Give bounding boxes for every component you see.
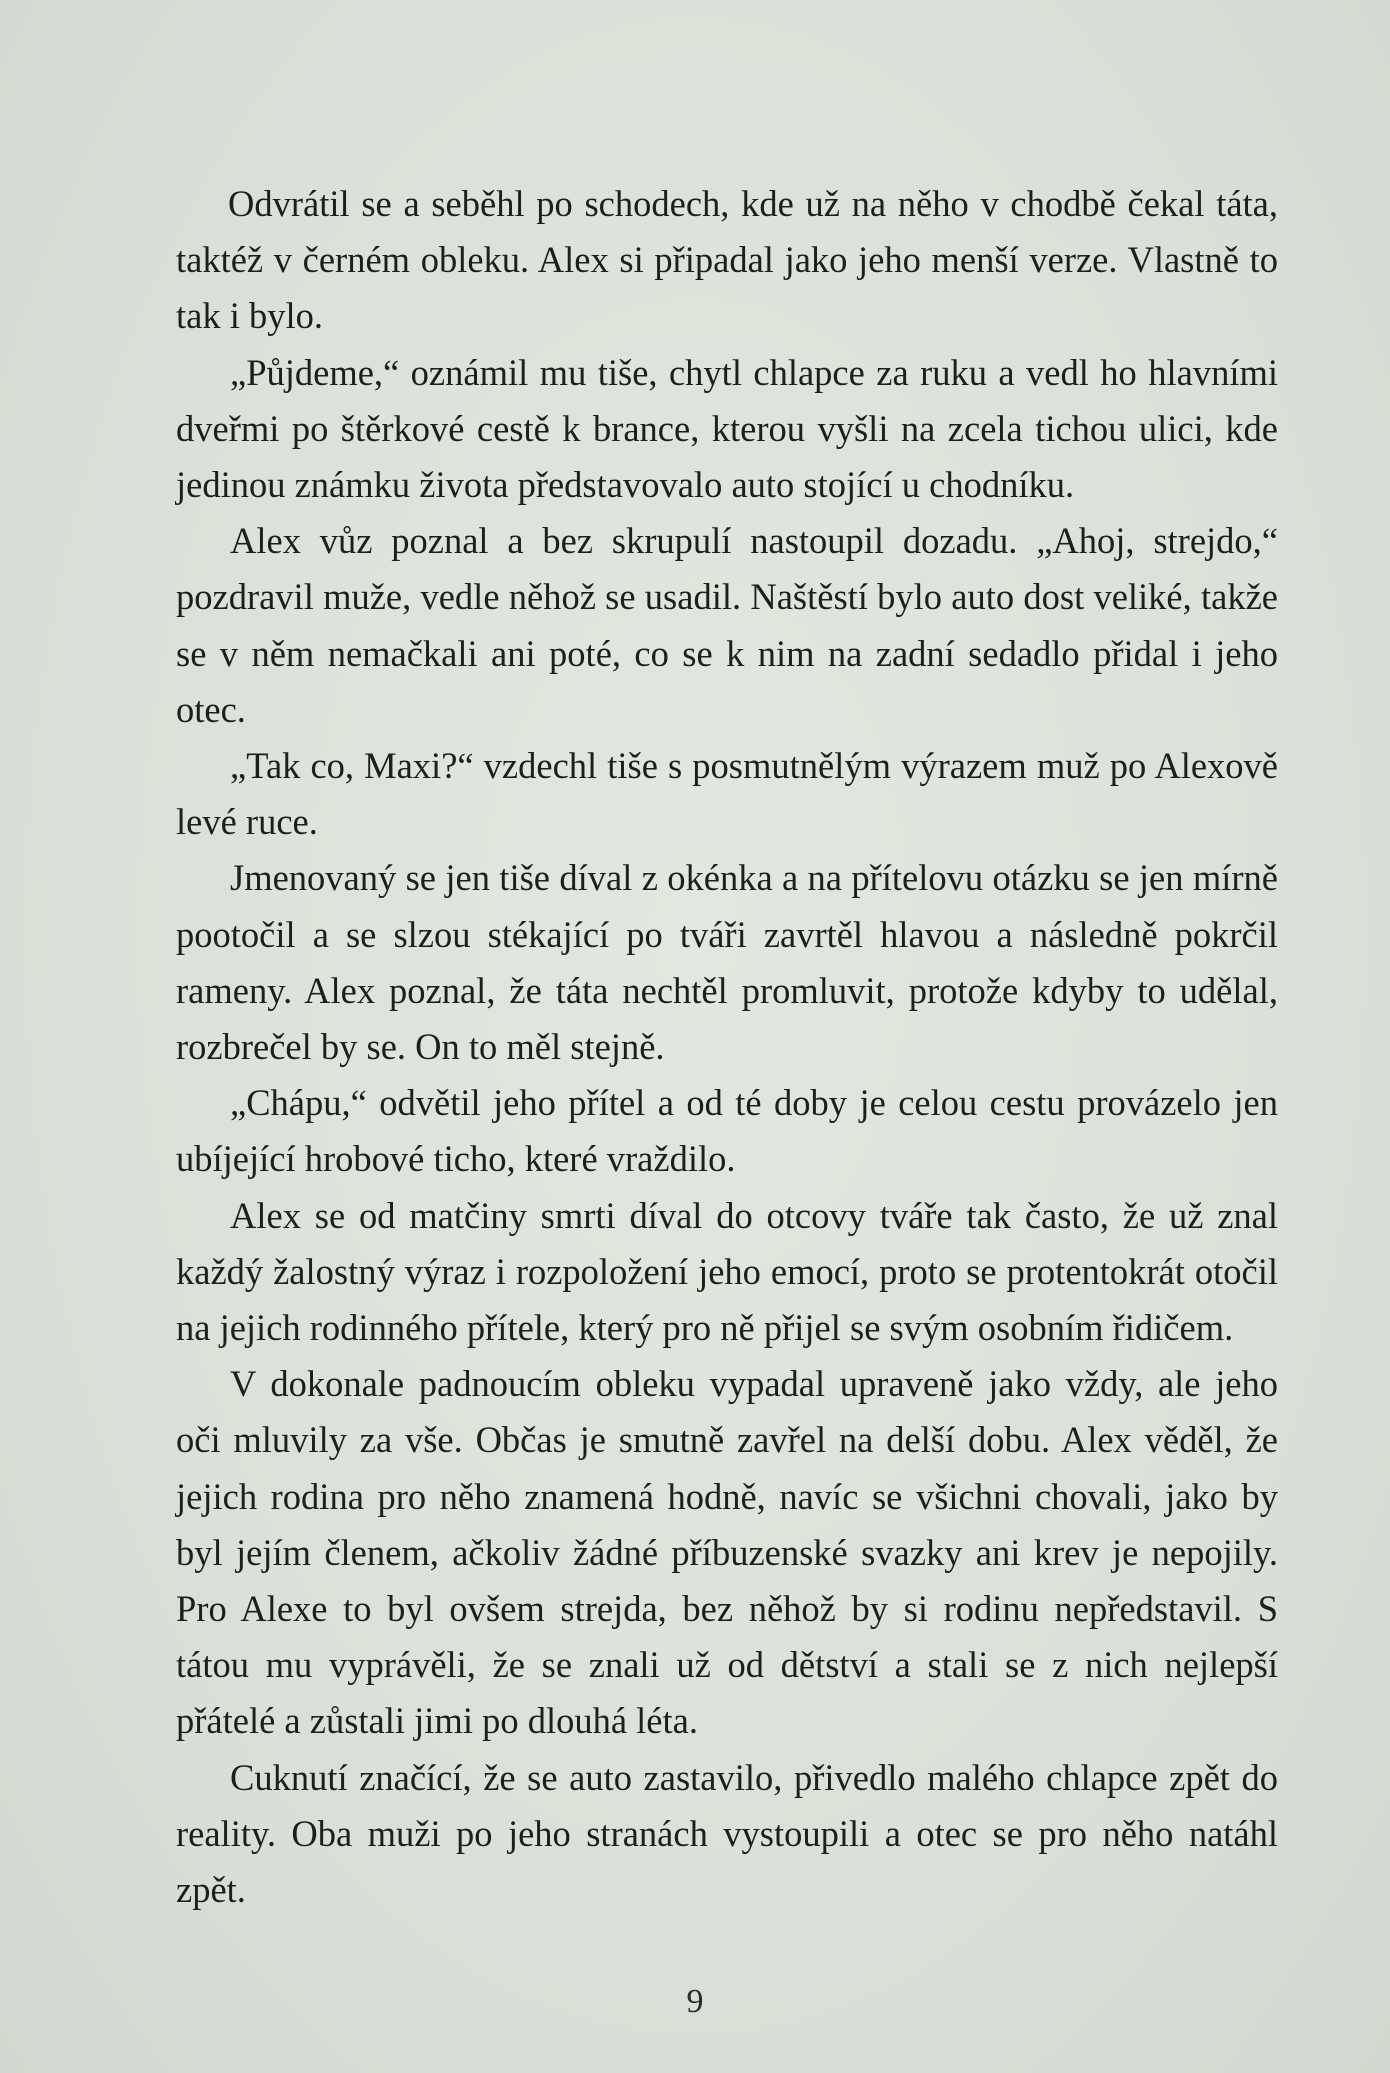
paragraph: Cuknutí značící, že se auto zastavilo, přivedlo malého chlapce zpět do reality. Oba muži po jeho stranách vystoupili a otec se pro něho natáhl zpět.	[176, 1756, 1278, 1911]
paragraph: Jmenovaný se jen tiše díval z okénka a na přítelovu otázku se jen mírně pootočil a se slzou stékající po tváři zavrtěl hlavou a následně pokrčil rameny. Alex poznal, že táta nechtěl promluvit, protože kdyby to udělal, rozbrečel by se. On to měl stejně.	[176, 857, 1278, 1068]
paragraph: Alex vůz poznal a bez skrupulí nastoupil dozadu. „Ahoj, strejdo,“ pozdravil muže, vedle něhož se usadil. Naštěstí bylo auto dost veliké, takže se v něm nemačkali ani poté, co se k nim na zadní sedadlo přidal i jeho otec.	[176, 520, 1278, 730]
paragraph: V dokonale padnoucím obleku vypadal upraveně jako vždy, ale jeho oči mluvily za vše. Občas je smutně zavřel na delší dobu. Alex věděl, že jejich rodina pro něho znamená hodně, navíc se všichni chovali, jako by byl jejím členem, ačkoliv žádné příbuzenské svazky ani krev je nepojily. Pro Alexe to byl ovšem strejda, bez něhož by si rodinu nepředstavil. S tátou mu vyprávěli, že se znali už od dětství a stali se z nich nejlepší přátelé a zůstali jimi po dlouhá léta.	[176, 1363, 1278, 1742]
paragraph: Odvrátil se a seběhl po schodech, kde už na něho v chodbě čekal táta, taktéž v černém obleku. Alex si připadal jako jeho menší verze. Vlastně to tak i bylo.	[176, 183, 1278, 337]
paragraph: „Půjdeme,“ oznámil mu tiše, chytl chlapce za ruku a vedl ho hlavními dveřmi po štěrkové cestě k brance, kterou vyšli na zcela tichou ulici, kde jedinou známku života představovalo auto stojící u chodníku.	[176, 351, 1278, 506]
paragraph: „Tak co, Maxi?“ vzdechl tiše s posmutnělým výrazem muž po Alexově levé ruce.	[176, 745, 1278, 843]
body-text	[176, 176, 1278, 1918]
paragraph: „Chápu,“ odvětil jeho přítel a od té doby je celou cestu provázelo jen ubíjející hrobové ticho, které vraždilo.	[176, 1082, 1278, 1180]
paragraph: Alex se od matčiny smrti díval do otcovy tváře tak často, že už znal každý žalostný výraz i rozpoložení jeho emocí, proto se protentokrát otočil na jejich rodinného přítele, který pro ně přijel se svým osobním řidičem.	[176, 1194, 1278, 1349]
page-number: 9	[686, 1983, 704, 2020]
